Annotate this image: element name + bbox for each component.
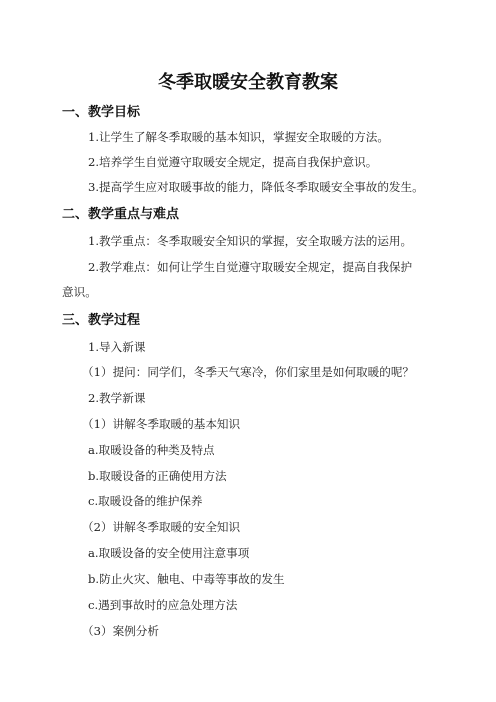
process-line: （3）案例分析 bbox=[82, 624, 159, 638]
process-line: （1）讲解冬季取暖的基本知识 bbox=[82, 417, 241, 431]
process-line: c.取暖设备的维护保养 bbox=[88, 494, 203, 508]
difficulty-item: 2.教学难点：如何让学生自觉遵守取暖安全规定，提高自我保护 bbox=[88, 260, 413, 274]
difficulty-item-continued: 意识。 bbox=[62, 285, 97, 299]
process-line: a.取暖设备的种类及特点 bbox=[88, 443, 215, 457]
process-line: b.防止火灾、触电、中毒等事故的发生 bbox=[88, 572, 285, 586]
key-point-item: 1.教学重点：冬季取暖安全知识的掌握，安全取暖方法的运用。 bbox=[88, 234, 413, 248]
section-heading-key-points: 二、教学重点与难点 bbox=[62, 207, 180, 222]
process-line: 1.导入新课 bbox=[88, 340, 146, 354]
process-line: c.遇到事故时的应急处理方法 bbox=[88, 598, 238, 612]
objective-item: 3.提高学生应对取暖事故的能力，降低冬季取暖安全事故的发生。 bbox=[88, 180, 424, 194]
process-line: 2.教学新课 bbox=[88, 391, 146, 405]
objective-item: 1.让学生了解冬季取暖的基本知识，掌握安全取暖的方法。 bbox=[88, 130, 389, 144]
process-line: b.取暖设备的正确使用方法 bbox=[88, 469, 227, 483]
document-title: 冬季取暖安全教育教案 bbox=[158, 72, 338, 93]
process-line: a.取暖设备的安全使用注意事项 bbox=[88, 546, 250, 560]
objective-item: 2.培养学生自觉遵守取暖安全规定，提高自我保护意识。 bbox=[88, 155, 378, 169]
section-heading-objectives: 一、教学目标 bbox=[62, 105, 141, 120]
process-line: （1）提问：同学们，冬季天气寒冷，你们家里是如何取暖的呢？ bbox=[82, 365, 415, 379]
process-line: （2）讲解冬季取暖的安全知识 bbox=[82, 520, 241, 534]
section-heading-process: 三、教学过程 bbox=[62, 313, 141, 328]
